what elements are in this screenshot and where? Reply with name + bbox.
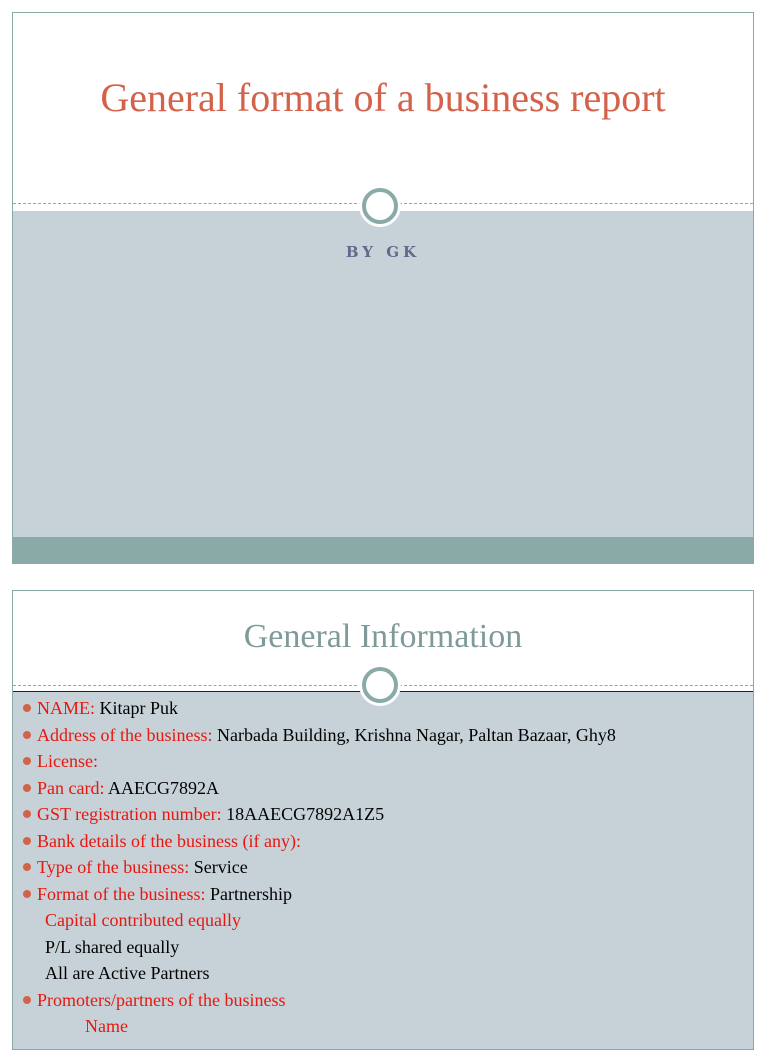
bullet-icon: [23, 810, 31, 818]
slide-title: General format of a business report: [100, 75, 666, 120]
list-item-address: Address of the business: Narbada Building, Krishna Nagar, Paltan Bazaar, Ghy8: [21, 722, 745, 749]
footer-bar: [13, 537, 753, 564]
bullet-icon: [23, 784, 31, 792]
list-item-license: License:: [21, 748, 745, 775]
list-item-promoters: Promoters/partners of the business: [21, 987, 745, 1014]
bullet-icon: [23, 704, 31, 712]
bullet-icon: [23, 757, 31, 765]
circle-ornament-icon: [362, 188, 398, 224]
list-item-pan-card: Pan card: AAECG7892A: [21, 775, 745, 802]
title-area: [13, 13, 753, 203]
general-information-slide: [12, 590, 754, 1050]
list-subitem-pl: P/L shared equally: [45, 936, 180, 957]
list-item-name: NAME: Kitapr Puk: [21, 695, 745, 722]
bullet-icon: [23, 863, 31, 871]
title-slide: [12, 12, 754, 564]
bullet-icon: [23, 996, 31, 1004]
list-item-type: Type of the business: Service: [21, 854, 745, 881]
list-item-format: Format of the business: Partnership: [21, 881, 745, 908]
info-list: [21, 695, 745, 1040]
list-subitem-active: All are Active Partners: [45, 963, 210, 983]
list-subitem-promoter-name: Name: [85, 1016, 128, 1036]
bullet-icon: [23, 731, 31, 739]
list-item-gst: GST registration number: 18AAECG7892A1Z5: [21, 801, 745, 828]
slide-subtitle: BY GK: [345, 243, 421, 261]
bullet-icon: [23, 890, 31, 898]
slide-title: General Information: [243, 618, 523, 655]
list-subitem-capital: Capital contributed equally: [45, 910, 241, 930]
list-item-bank-details: Bank details of the business (if any):: [21, 828, 745, 855]
bullet-icon: [23, 837, 31, 845]
